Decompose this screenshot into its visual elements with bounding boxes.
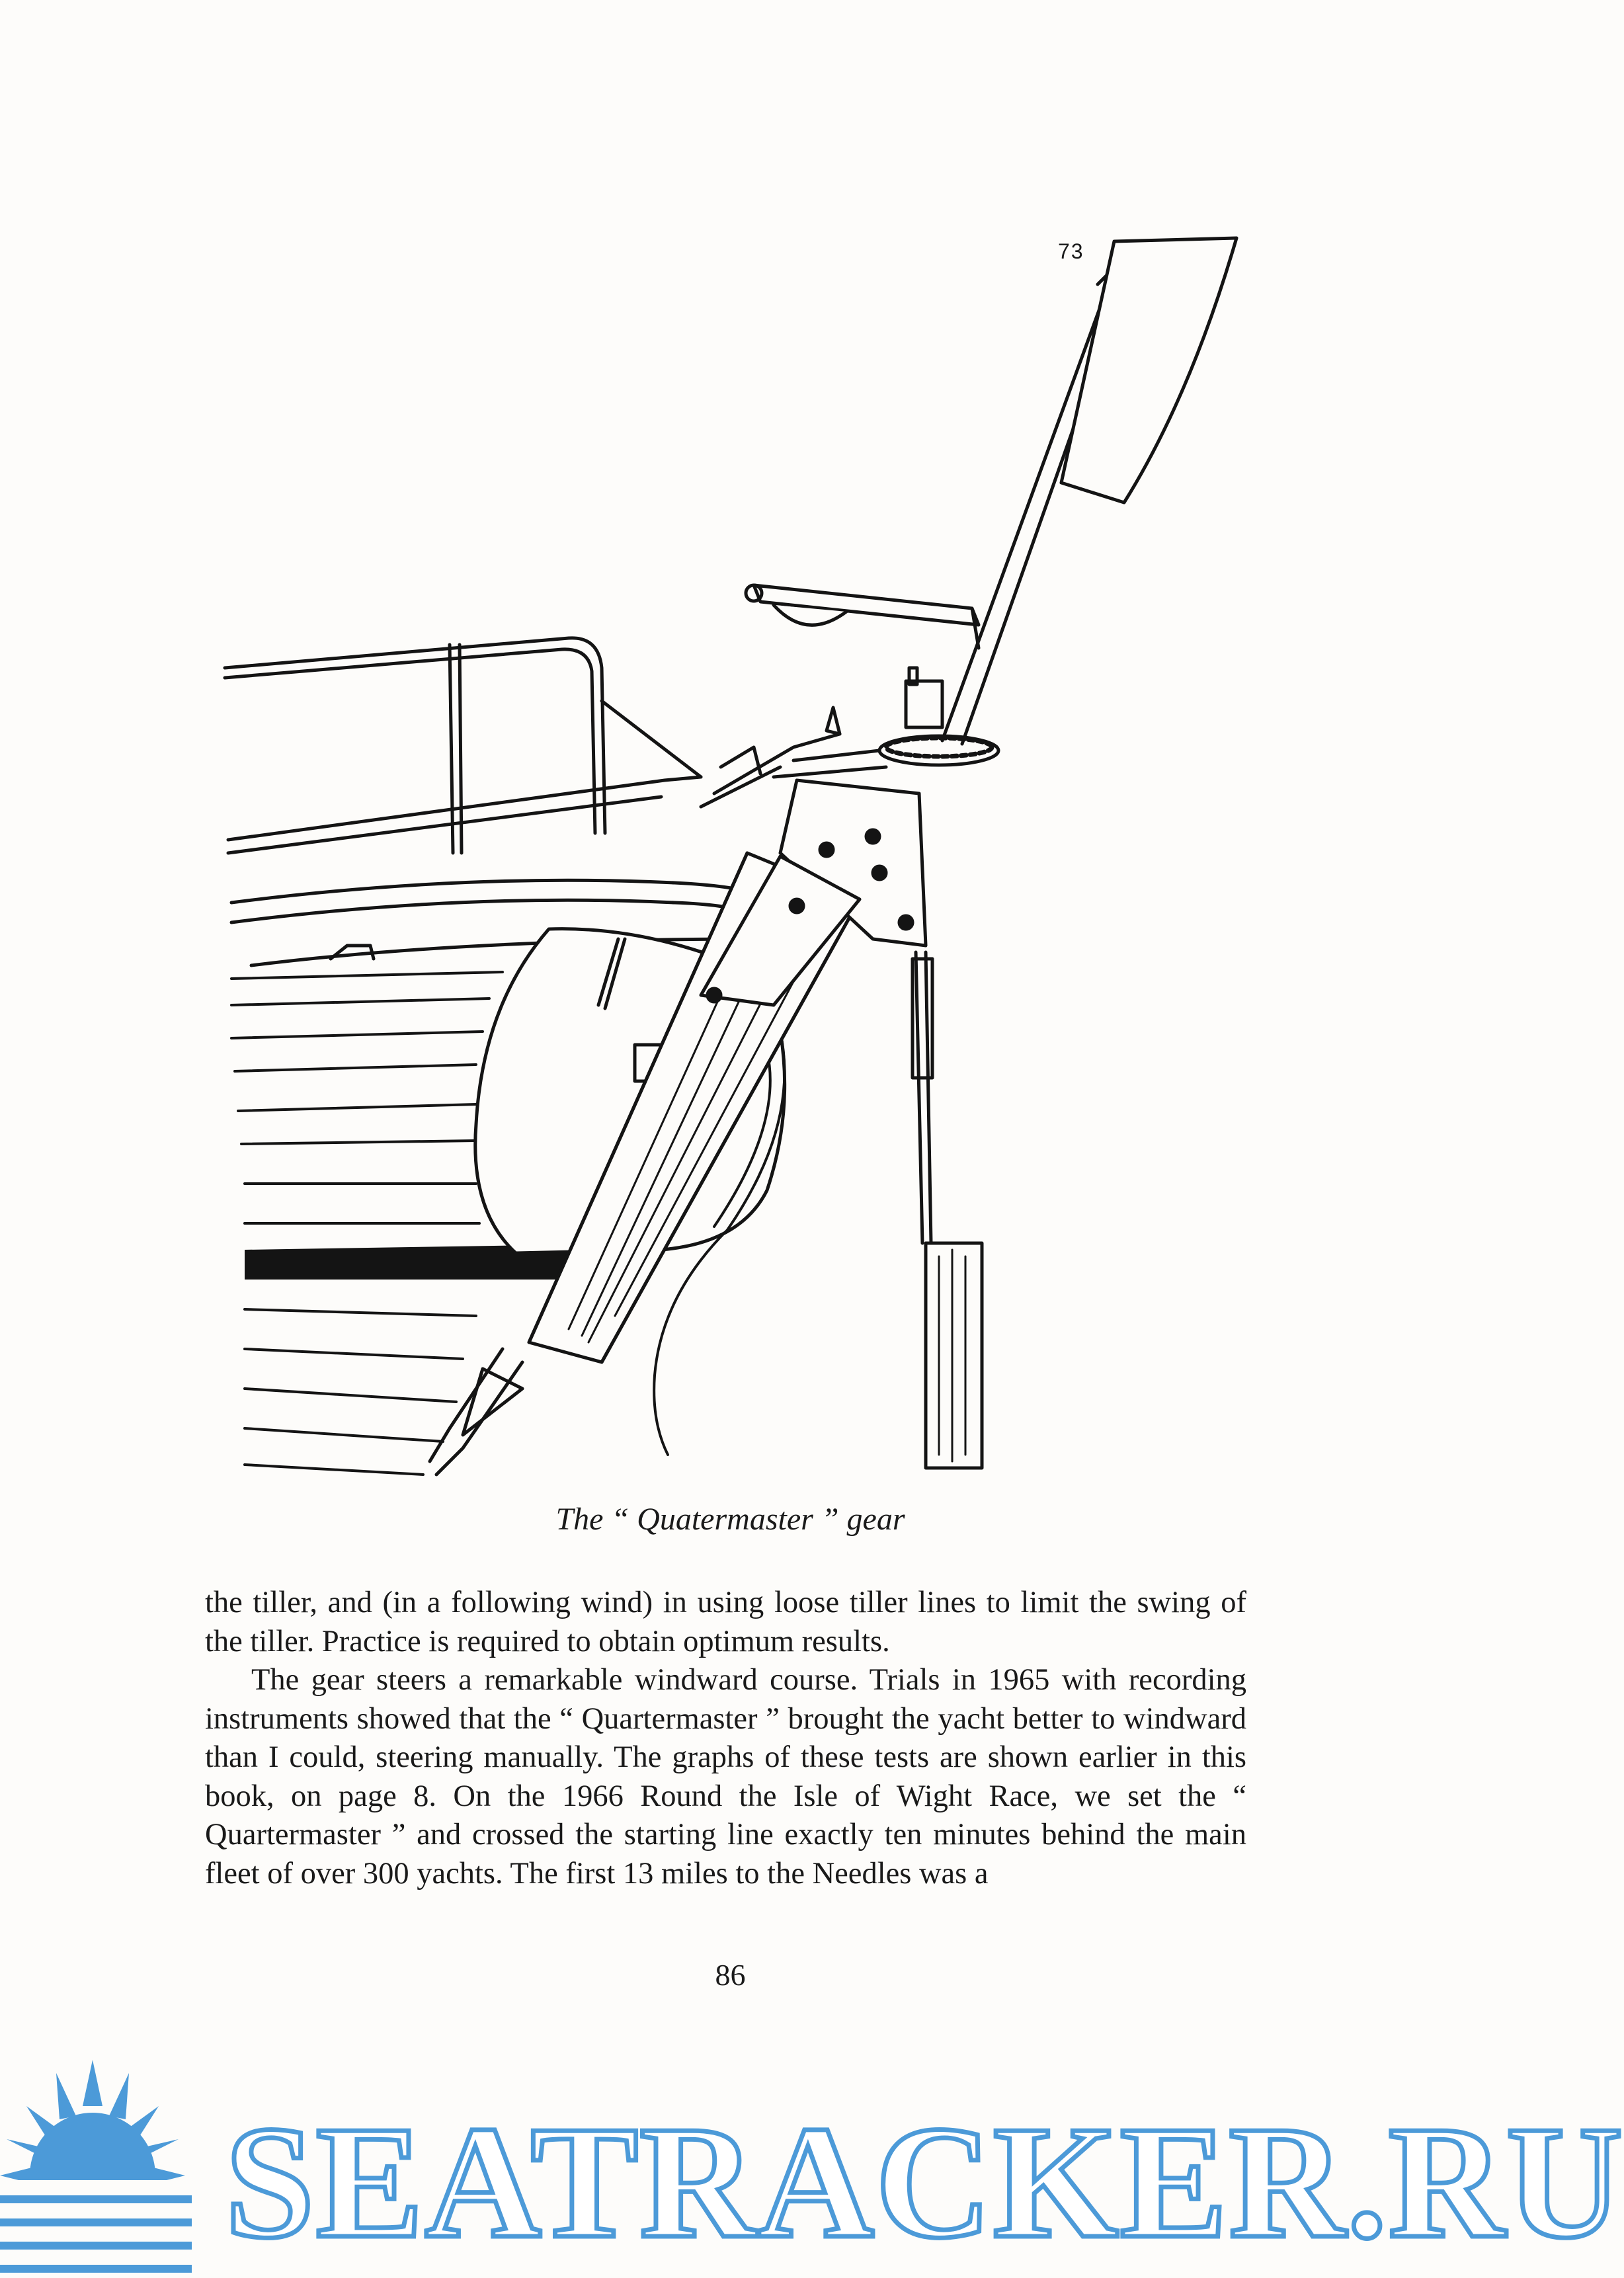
body-text xyxy=(205,1584,1246,1893)
paragraph: the tiller, and (in a following wind) in using loose tiller lines to limit the swing of the tiller. Practice is required to obtain optimum results. xyxy=(205,1586,1246,1658)
watermark-text: SEATRACKER.RU xyxy=(225,2093,1624,2271)
hull-planking xyxy=(231,972,503,1475)
servo-paddle xyxy=(926,1243,982,1468)
pulpit-rail xyxy=(225,638,701,853)
figure-caption: The “ Quatermaster ” gear xyxy=(555,1502,905,1537)
figure-number: 73 xyxy=(1058,239,1084,263)
gear-wheel xyxy=(774,668,998,777)
wind-vane xyxy=(1061,238,1237,503)
page-number: 86 xyxy=(715,1958,746,1992)
paragraph: The gear steers a remarkable windward course. Trials in 1965 with recording instruments showed that the “ Quartermaster ” brought the yacht better to windward than I could, steering manually. The graphs of these tests are shown earlier in this book, on page 8. On the 1966 Round the Isle of Wight Race, we set the “ Quartermaster ” and crossed the starting line exactly ten minutes behind the main fleet of over 300 yachts. The first 13 miles to the Needles was a xyxy=(205,1663,1246,1891)
sun-icon xyxy=(0,2060,225,2278)
vertical-shaft xyxy=(913,952,932,1243)
counterweight-arm xyxy=(746,585,979,648)
